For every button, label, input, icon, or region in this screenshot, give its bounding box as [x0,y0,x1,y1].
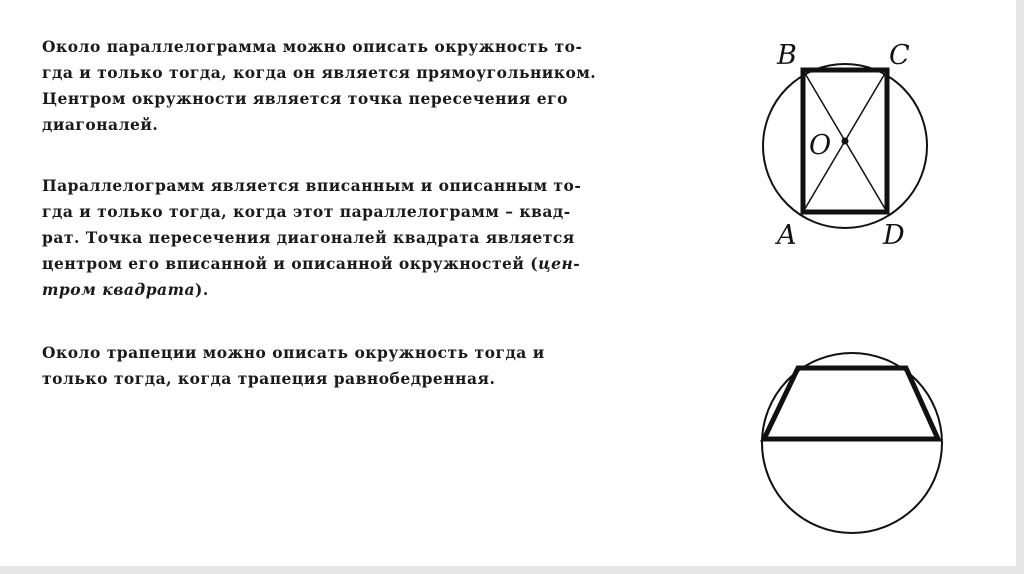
text-line: диагоналей. [42,115,159,134]
paragraph-square-inscribed-circumscribed [42,173,581,303]
label-a: A [777,220,797,250]
figure-rectangle-in-circle [755,40,935,250]
label-c: C [889,40,910,71]
figure-trapezoid-in-circle [755,345,950,545]
text-line: центром его вписанной и описанной окружностей ( [42,254,539,273]
label-o: O [809,130,832,161]
circumscribed-circle [762,353,942,533]
text-line: рат. Точка пересечения диагоналей квадрата является [42,228,575,247]
text-line: только тогда, когда трапеция равнобедренная. [42,369,496,388]
text-line: ). [195,280,209,299]
label-d: D [883,220,905,250]
text-line: гда и только тогда, когда он является прямоугольником. [42,63,597,82]
label-b: B [777,40,797,71]
text-line: гда и только тогда, когда этот параллелограмм – квад- [42,202,571,221]
text-line: Центром окружности является точка пересечения его [42,89,568,108]
circumscribed-circle [763,64,927,228]
text-line: Около параллелограмма можно описать окружность то- [42,37,583,56]
center-point-o [842,138,849,145]
italic-term: тром квадрата [42,280,196,299]
text-line: Параллелограмм является вписанным и описанным то- [42,176,582,195]
paragraph-parallelogram-circumscribed [42,34,596,138]
italic-term: цен- [538,254,581,273]
text-line: Около трапеции можно описать окружность тогда и [42,343,545,362]
paragraph-trapezoid-circumscribed [42,340,545,392]
